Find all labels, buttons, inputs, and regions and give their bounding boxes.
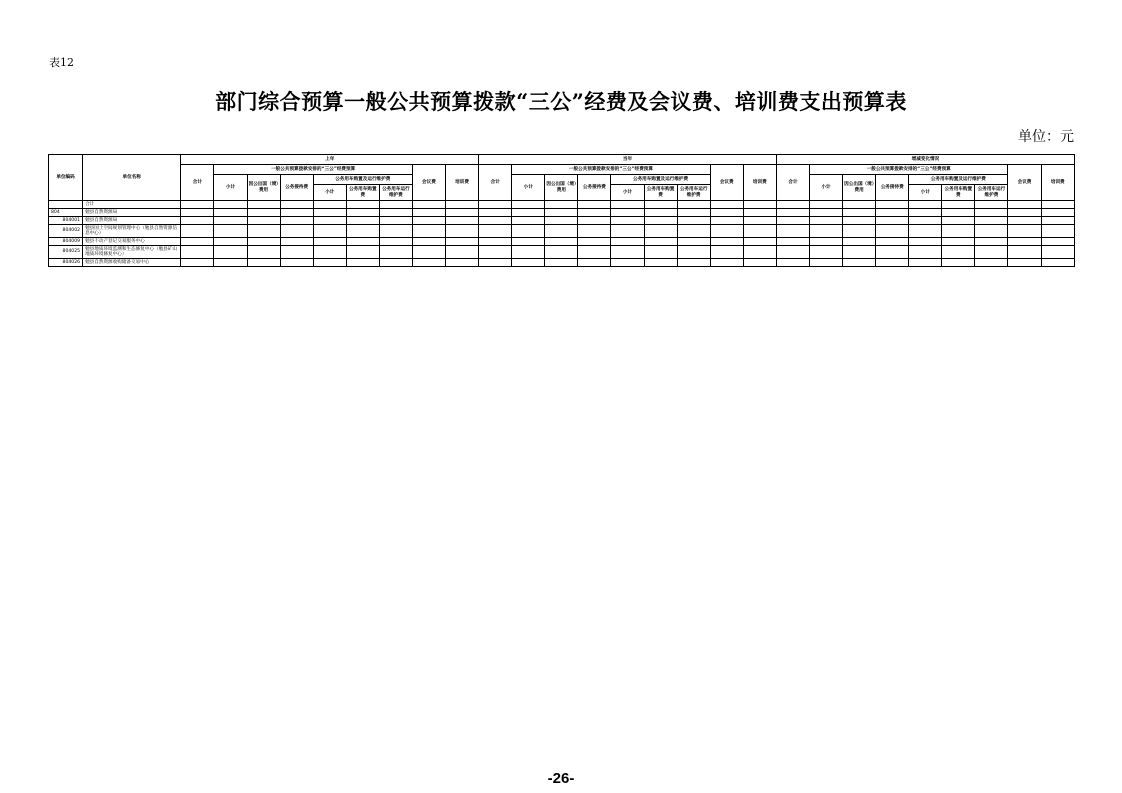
value-cell (942, 201, 975, 209)
value-cell (743, 238, 776, 246)
value-cell (280, 238, 313, 246)
header-reception-current-year: 公务接待费 (578, 175, 611, 201)
value-cell (181, 246, 214, 259)
value-cell (479, 217, 512, 225)
header-vehicle-previous-year: 公务用车购置及运行维护费 (313, 175, 412, 185)
value-cell (1008, 225, 1041, 238)
value-cell (445, 209, 478, 217)
value-cell (346, 246, 379, 259)
value-cell (677, 201, 710, 209)
row-code: 804009 (49, 238, 83, 246)
value-cell (1008, 246, 1041, 259)
value-cell (545, 238, 578, 246)
value-cell (181, 259, 214, 267)
value-cell (346, 201, 379, 209)
value-cell (843, 201, 876, 209)
value-cell (677, 217, 710, 225)
header-vehicle-subtotal-change: 小计 (909, 185, 942, 201)
value-cell (843, 246, 876, 259)
value-cell (909, 259, 942, 267)
value-cell (942, 238, 975, 246)
value-cell (1041, 225, 1074, 238)
value-cell (809, 209, 842, 217)
value-cell (809, 238, 842, 246)
value-cell (776, 201, 809, 209)
row-code: 804026 (49, 259, 83, 267)
value-cell (545, 209, 578, 217)
value-cell (975, 259, 1008, 267)
value-cell (1041, 209, 1074, 217)
budget-table (48, 154, 1075, 267)
header-vehicle-operation-current-year: 公务用车运行维护费 (677, 185, 710, 201)
value-cell (379, 246, 412, 259)
header-abroad-current-year: 因公出国（境）费用 (545, 175, 578, 201)
header-vehicle-subtotal-current-year: 小计 (611, 185, 644, 201)
value-cell (611, 246, 644, 259)
row-name: 合计 (83, 201, 181, 209)
value-cell (743, 217, 776, 225)
value-cell (479, 225, 512, 238)
value-cell (1008, 209, 1041, 217)
value-cell (975, 201, 1008, 209)
row-code: 804002 (49, 225, 83, 238)
value-cell (611, 209, 644, 217)
header-name: 单位名称 (83, 155, 181, 201)
value-cell (611, 225, 644, 238)
value-cell (181, 217, 214, 225)
value-cell (578, 259, 611, 267)
header-training-current-year: 培训费 (743, 165, 776, 201)
value-cell (545, 246, 578, 259)
value-cell (1041, 201, 1074, 209)
value-cell (379, 259, 412, 267)
header-subtotal-current-year: 小计 (512, 175, 545, 201)
header-vehicle-purchase-current-year: 公务用车购置费 (644, 185, 677, 201)
header-total-current-year: 合计 (479, 165, 512, 201)
value-cell (611, 201, 644, 209)
value-cell (412, 238, 445, 246)
value-cell (545, 201, 578, 209)
value-cell (379, 225, 412, 238)
table-row (49, 201, 1075, 209)
value-cell (512, 201, 545, 209)
header-vehicle-change: 公务用车购置及运行维护费 (909, 175, 1008, 185)
value-cell (214, 225, 247, 238)
header-group-current-year: 当年 (479, 155, 777, 165)
header-vehicle-current-year: 公务用车购置及运行维护费 (611, 175, 710, 185)
header-sangong-current-year: 一般公共预算拨款安排的“三公”经费预算 (512, 165, 710, 175)
table-row (49, 238, 1075, 246)
value-cell (909, 225, 942, 238)
value-cell (909, 246, 942, 259)
value-cell (644, 238, 677, 246)
value-cell (512, 259, 545, 267)
header-vehicle-operation-change: 公务用车运行维护费 (975, 185, 1008, 201)
table-row (49, 217, 1075, 225)
header-meeting-previous-year: 会议费 (412, 165, 445, 201)
value-cell (445, 246, 478, 259)
value-cell (578, 201, 611, 209)
header-vehicle-operation-previous-year: 公务用车运行维护费 (379, 185, 412, 201)
value-cell (942, 217, 975, 225)
row-name: 勉县不动产登记交易服务中心 (83, 238, 181, 246)
header-training-previous-year: 培训费 (445, 165, 478, 201)
value-cell (843, 225, 876, 238)
header-subtotal-change: 小计 (809, 175, 842, 201)
value-cell (809, 225, 842, 238)
value-cell (280, 209, 313, 217)
value-cell (313, 238, 346, 246)
value-cell (710, 246, 743, 259)
value-cell (843, 238, 876, 246)
row-code: 804025 (49, 246, 83, 259)
value-cell (1008, 238, 1041, 246)
value-cell (743, 259, 776, 267)
value-cell (445, 217, 478, 225)
value-cell (445, 238, 478, 246)
value-cell (776, 259, 809, 267)
header-total-previous-year: 合计 (181, 165, 214, 201)
value-cell (512, 225, 545, 238)
header-vehicle-subtotal-previous-year: 小计 (313, 185, 346, 201)
page-number: -26- (547, 770, 575, 787)
value-cell (545, 217, 578, 225)
value-cell (479, 209, 512, 217)
value-cell (412, 201, 445, 209)
value-cell (1041, 217, 1074, 225)
header-vehicle-purchase-change: 公务用车购置费 (942, 185, 975, 201)
value-cell (975, 246, 1008, 259)
row-name: 勉县自然资源局 (83, 209, 181, 217)
value-cell (876, 259, 909, 267)
value-cell (445, 259, 478, 267)
table-row (49, 259, 1075, 267)
row-name: 勉县地质环境监测和生态修复中心（勉县矿山地质环境修复中心） (83, 246, 181, 259)
value-cell (214, 259, 247, 267)
value-cell (876, 201, 909, 209)
value-cell (909, 209, 942, 217)
value-cell (578, 217, 611, 225)
value-cell (247, 225, 280, 238)
value-cell (1008, 259, 1041, 267)
table-row (49, 209, 1075, 217)
unit-label: 单位：元 (1018, 129, 1074, 145)
header-reception-previous-year: 公务接待费 (280, 175, 313, 201)
value-cell (677, 246, 710, 259)
value-cell (512, 246, 545, 259)
value-cell (512, 238, 545, 246)
value-cell (942, 209, 975, 217)
value-cell (280, 259, 313, 267)
value-cell (346, 238, 379, 246)
value-cell (743, 201, 776, 209)
value-cell (280, 201, 313, 209)
value-cell (1008, 201, 1041, 209)
value-cell (379, 217, 412, 225)
value-cell (214, 238, 247, 246)
value-cell (809, 201, 842, 209)
value-cell (776, 209, 809, 217)
value-cell (876, 217, 909, 225)
value-cell (479, 201, 512, 209)
value-cell (644, 201, 677, 209)
value-cell (346, 259, 379, 267)
value-cell (843, 209, 876, 217)
value-cell (313, 259, 346, 267)
value-cell (843, 217, 876, 225)
value-cell (578, 225, 611, 238)
value-cell (379, 209, 412, 217)
value-cell (876, 209, 909, 217)
value-cell (247, 246, 280, 259)
value-cell (247, 201, 280, 209)
value-cell (1041, 246, 1074, 259)
value-cell (214, 217, 247, 225)
value-cell (776, 246, 809, 259)
value-cell (710, 217, 743, 225)
value-cell (909, 201, 942, 209)
value-cell (611, 259, 644, 267)
value-cell (578, 209, 611, 217)
value-cell (512, 217, 545, 225)
value-cell (247, 217, 280, 225)
value-cell (743, 209, 776, 217)
value-cell (809, 217, 842, 225)
value-cell (412, 209, 445, 217)
value-cell (578, 246, 611, 259)
value-cell (677, 238, 710, 246)
value-cell (644, 259, 677, 267)
value-cell (975, 209, 1008, 217)
value-cell (181, 201, 214, 209)
value-cell (479, 238, 512, 246)
value-cell (214, 209, 247, 217)
value-cell (280, 246, 313, 259)
value-cell (313, 209, 346, 217)
value-cell (445, 225, 478, 238)
header-code: 单位编码 (49, 155, 83, 201)
table-row (49, 246, 1075, 259)
value-cell (644, 209, 677, 217)
value-cell (346, 209, 379, 217)
header-meeting-current-year: 会议费 (710, 165, 743, 201)
value-cell (776, 217, 809, 225)
value-cell (412, 259, 445, 267)
value-cell (743, 225, 776, 238)
header-group-change: 增减变化情况 (776, 155, 1074, 165)
value-cell (412, 217, 445, 225)
header-subtotal-previous-year: 小计 (214, 175, 247, 201)
page-title: 部门综合预算一般公共预算拨款“三公”经费及会议费、培训费支出预算表 (215, 89, 907, 114)
value-cell (313, 225, 346, 238)
table-row (49, 225, 1075, 238)
header-reception-change: 公务接待费 (876, 175, 909, 201)
value-cell (379, 238, 412, 246)
value-cell (677, 259, 710, 267)
header-group-previous-year: 上年 (181, 155, 479, 165)
value-cell (479, 246, 512, 259)
value-cell (181, 225, 214, 238)
value-cell (909, 238, 942, 246)
value-cell (412, 246, 445, 259)
value-cell (876, 238, 909, 246)
value-cell (214, 201, 247, 209)
header-abroad-previous-year: 因公出国（境）费用 (247, 175, 280, 201)
value-cell (280, 225, 313, 238)
value-cell (776, 225, 809, 238)
value-cell (909, 217, 942, 225)
row-code (49, 201, 83, 209)
value-cell (379, 201, 412, 209)
value-cell (545, 225, 578, 238)
value-cell (181, 209, 214, 217)
value-cell (876, 225, 909, 238)
value-cell (876, 246, 909, 259)
row-code: 804001 (49, 217, 83, 225)
value-cell (1008, 217, 1041, 225)
value-cell (445, 201, 478, 209)
value-cell (247, 238, 280, 246)
value-cell (611, 238, 644, 246)
value-cell (942, 225, 975, 238)
value-cell (942, 259, 975, 267)
value-cell (512, 209, 545, 217)
table-number: 表12 (49, 56, 74, 69)
value-cell (1041, 259, 1074, 267)
row-name: 勉县自然资源局 (83, 217, 181, 225)
value-cell (975, 225, 1008, 238)
value-cell (677, 209, 710, 217)
value-cell (247, 209, 280, 217)
header-abroad-change: 因公出国（境）费用 (843, 175, 876, 201)
value-cell (644, 246, 677, 259)
value-cell (644, 225, 677, 238)
value-cell (710, 209, 743, 217)
value-cell (479, 259, 512, 267)
value-cell (1041, 238, 1074, 246)
row-code: 804 (49, 209, 83, 217)
value-cell (710, 201, 743, 209)
header-training-change: 培训费 (1041, 165, 1074, 201)
value-cell (280, 217, 313, 225)
value-cell (545, 259, 578, 267)
value-cell (313, 201, 346, 209)
value-cell (975, 238, 1008, 246)
header-vehicle-purchase-previous-year: 公务用车购置费 (346, 185, 379, 201)
header-total-change: 合计 (776, 165, 809, 201)
value-cell (677, 225, 710, 238)
value-cell (975, 217, 1008, 225)
value-cell (942, 246, 975, 259)
value-cell (611, 217, 644, 225)
value-cell (743, 246, 776, 259)
value-cell (644, 217, 677, 225)
row-name: 勉县自然资源收购储备交易中心 (83, 259, 181, 267)
value-cell (809, 259, 842, 267)
value-cell (809, 246, 842, 259)
value-cell (710, 259, 743, 267)
value-cell (313, 217, 346, 225)
value-cell (247, 259, 280, 267)
value-cell (181, 238, 214, 246)
value-cell (578, 238, 611, 246)
value-cell (313, 246, 346, 259)
value-cell (710, 225, 743, 238)
header-meeting-change: 会议费 (1008, 165, 1041, 201)
value-cell (346, 217, 379, 225)
value-cell (346, 225, 379, 238)
row-name: 勉县国土空间规划管理中心（勉县自然资源信息中心） (83, 225, 181, 238)
value-cell (776, 238, 809, 246)
value-cell (214, 246, 247, 259)
value-cell (843, 259, 876, 267)
header-sangong-change: 一般公共预算拨款安排的“三公”经费预算 (809, 165, 1007, 175)
value-cell (710, 238, 743, 246)
header-sangong-previous-year: 一般公共预算拨款安排的“三公”经费预算 (214, 165, 412, 175)
value-cell (412, 225, 445, 238)
